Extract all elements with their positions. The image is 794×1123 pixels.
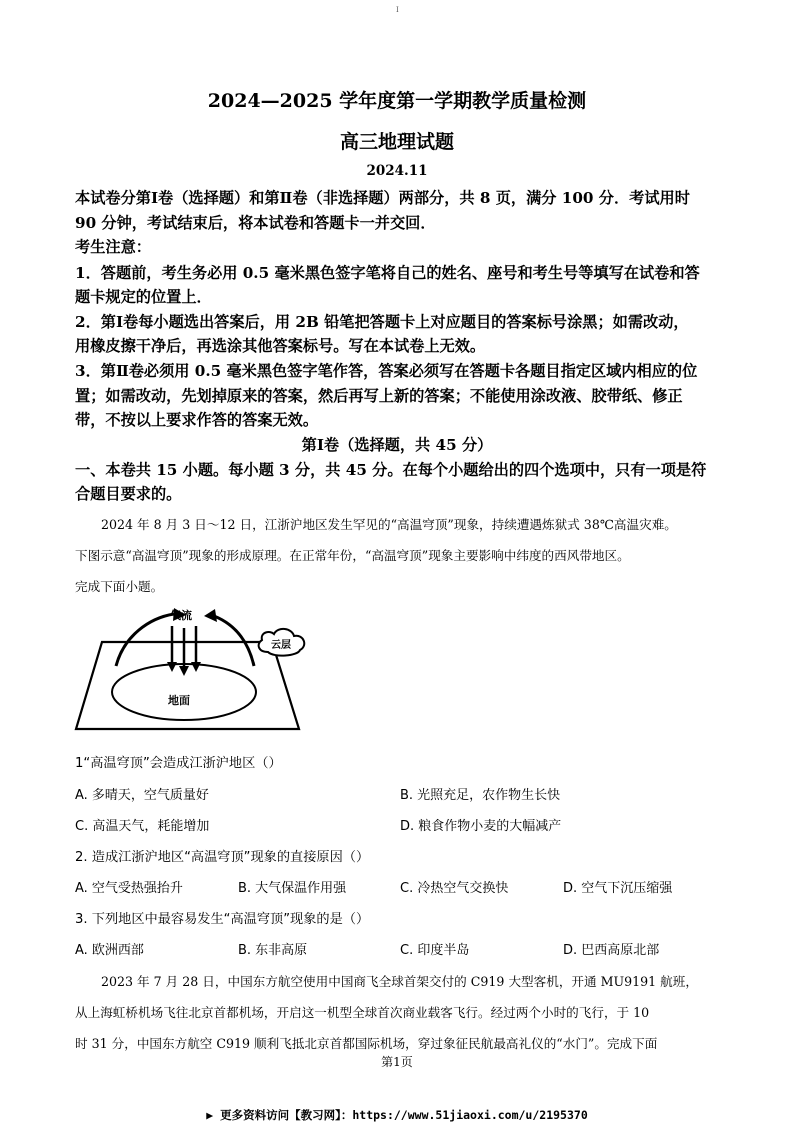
- question-option: D. 粮食作物小麦的大幅减产: [400, 819, 562, 834]
- question-stem: 2. 造成江浙沪地区“高温穹顶”现象的直接原因（）: [75, 850, 370, 865]
- question-option: B. 大气保温作用强: [238, 881, 347, 896]
- notice-line: 带，不按以上要求作答的答案无效。: [75, 411, 318, 429]
- question-option: D. 巴西高原北部: [563, 943, 660, 958]
- passage-line: 时 31 分，中国东方航空 C919 顺利飞抵北京首都国际机场，穿过象征民航最高礼仪的“水门”。完成下面: [75, 1036, 658, 1051]
- exam-date: 2024.11: [366, 163, 428, 179]
- section-intro-line: 一、本卷共 15 小题。每小题 3 分，共 45 分。在每个小题给出的四个选项中，只有一项是符: [75, 461, 707, 479]
- question-option: B. 光照充足，农作物生长快: [400, 788, 561, 803]
- passage-line: 完成下面小题。: [75, 579, 164, 594]
- airflow-label: 气流: [170, 609, 192, 622]
- right-arc-arrowhead: [204, 609, 217, 622]
- question-stem: 1“高温穹顶”会造成江浙沪地区（）: [75, 756, 282, 771]
- question-stem: 3. 下列地区中最容易发生“高温穹顶”现象的是（）: [75, 912, 370, 927]
- passage-line: 从上海虹桥机场飞往北京首都机场，开启这一机型全球首次商业载客飞行。经过两个小时的飞行，于 10: [75, 1005, 650, 1020]
- cloud-label: 云层: [271, 640, 291, 651]
- question-option: C. 冷热空气交换快: [400, 881, 509, 896]
- notice-line: 用橡皮擦干净后，再选涂其他答案标号。写在本试卷上无效。: [75, 337, 486, 355]
- exam-subtitle: 高三地理试题: [339, 131, 454, 153]
- intro-line: 90 分钟，考试结束后，将本试卷和答题卡一并交回．: [75, 214, 436, 232]
- notice-line: 置；如需改动，先划掉原来的答案，然后再写上新的答案；不能使用涂改液、胶带纸、修正: [75, 387, 683, 405]
- page-number: 第1页: [381, 1055, 413, 1069]
- notice-line: 2．第Ⅰ卷每小题选出答案后，用 2B 铅笔把答题卡上对应题目的答案标号涂黑；如需改动，: [75, 313, 689, 331]
- intro-line: 本试卷分第Ⅰ卷（选择题）和第Ⅱ卷（非选择题）两部分，共 8 页，满分 100 分．考试用时: [75, 189, 690, 207]
- question-option: B. 东非高原: [238, 943, 308, 958]
- heat-dome-figure: [74, 604, 314, 736]
- question-option: D. 空气下沉压缩强: [563, 881, 673, 896]
- notice-line: 3．第Ⅱ卷必须用 0.5 毫米黑色签字笔作答，答案必须写在答题卡各题目指定区域内相应的位: [75, 362, 698, 380]
- section-intro-line: 合题目要求的。: [75, 485, 182, 503]
- footer-link[interactable]: ▶ 更多资料访问【教习网】：https://www.51jiaoxi.com/u/2195370: [206, 1108, 588, 1122]
- question-option: A. 欧洲西部: [75, 943, 144, 958]
- question-option: A. 空气受热强抬升: [75, 881, 183, 896]
- passage-line: 下图示意“高温穹顶”现象的形成原理。在正常年份，“高温穹顶”现象主要影响中纬度的西风带地区。: [75, 548, 630, 563]
- question-option: C. 印度半岛: [400, 943, 470, 958]
- section-title: 第Ⅰ卷（选择题，共 45 分）: [301, 436, 493, 454]
- passage-line: 2024 年 8 月 3 日～12 日，江浙沪地区发生罕见的“高温穹顶”现象，持续遭遇炼狱式 38℃高温灾难。: [101, 517, 677, 532]
- left-arc: [116, 614, 174, 666]
- notice-line: 1．答题前，考生务必用 0.5 毫米黑色签字笔将自己的姓名、座号和考生号等填写在试卷和答: [75, 264, 700, 282]
- ground-label: 地面: [168, 694, 190, 707]
- passage-line: 2023 年 7 月 28 日，中国东方航空使用中国商飞全球首架交付的 C919 大型客机，开通 MU9191 航班，: [101, 974, 698, 989]
- notice-line: 题卡规定的位置上．: [75, 288, 212, 306]
- question-option: C. 高温天气，耗能增加: [75, 819, 210, 834]
- notice-title: 考生注意：: [75, 238, 151, 256]
- question-option: A. 多晴天，空气质量好: [75, 788, 209, 803]
- exam-title: 2024—2025 学年度第一学期教学质量检测: [207, 90, 587, 112]
- page-mark: I: [396, 6, 399, 14]
